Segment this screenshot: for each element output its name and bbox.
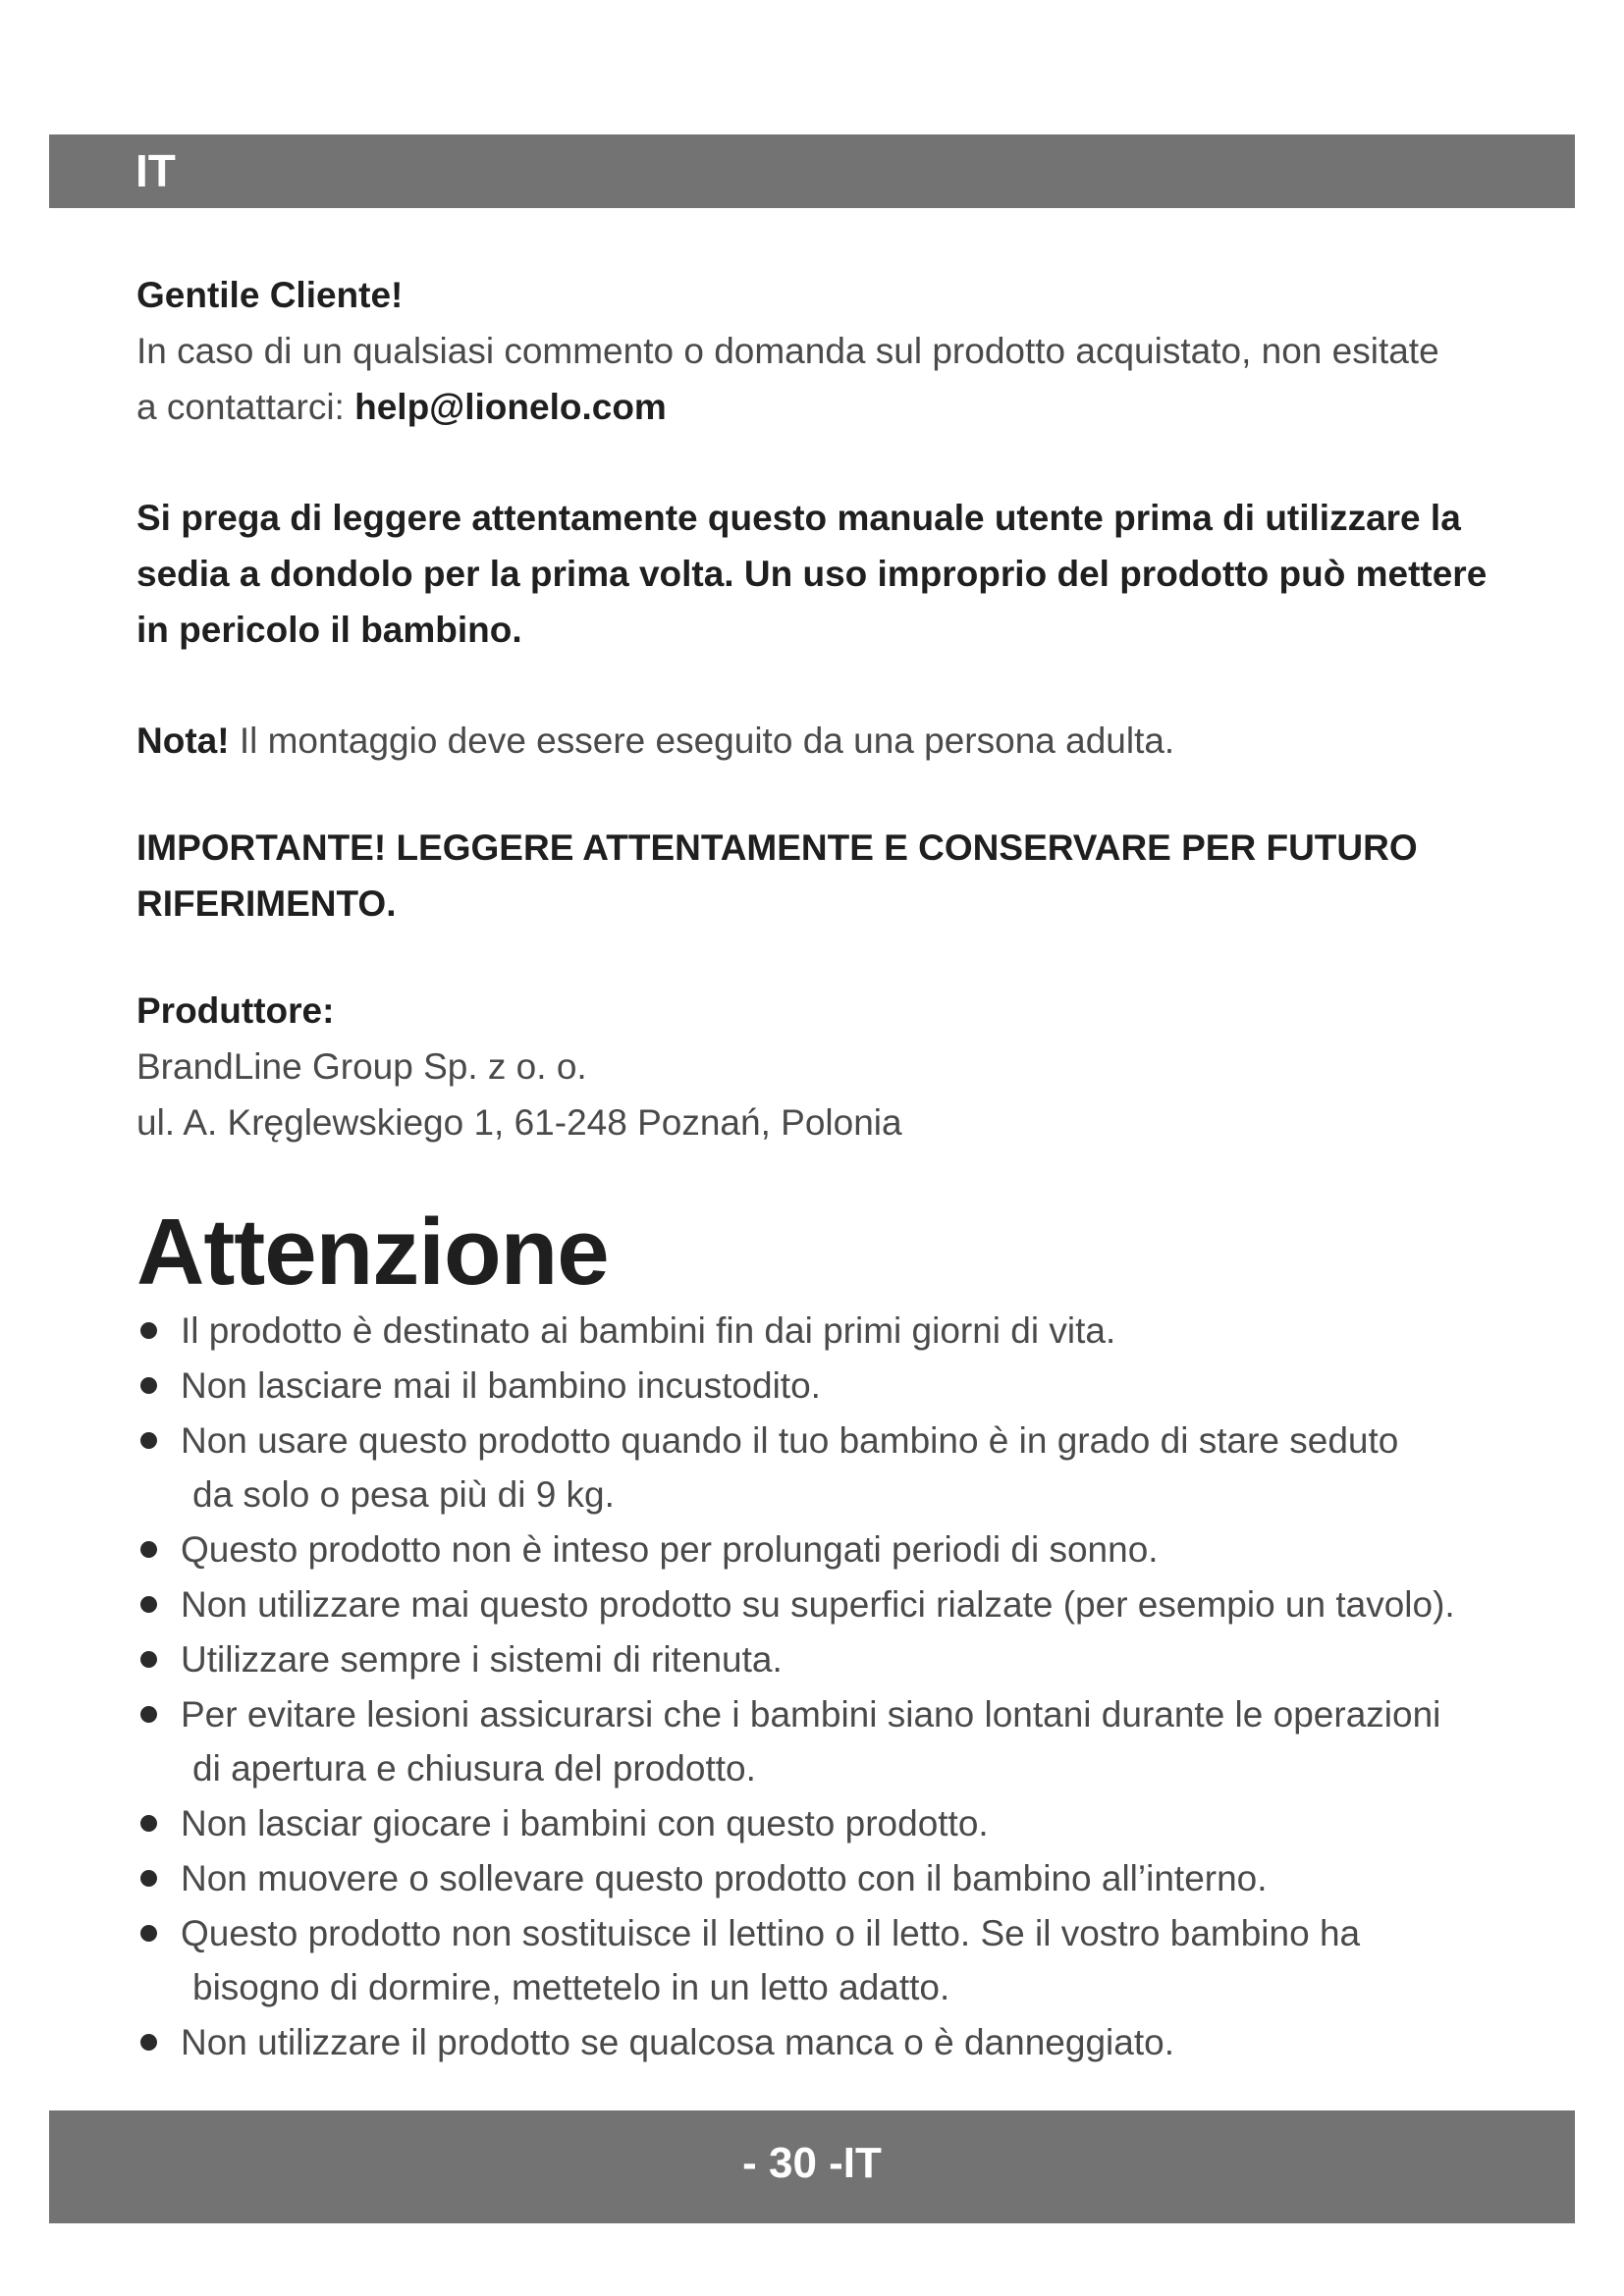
bullet-icon (140, 1377, 157, 1394)
language-code: IT (135, 145, 176, 196)
bullet-icon (140, 1870, 157, 1887)
warning-text: Non lasciar giocare i bambini con questo prodotto. (181, 1803, 989, 1843)
warning-text: Questo prodotto non sostituisce il lettino o il letto. Se il vostro bambino ha (181, 1913, 1361, 1953)
warning-text: Non utilizzare mai questo prodotto su superfici rialzate (per esempio un tavolo). (181, 1584, 1455, 1625)
read-manual-line-2: sedia a dondolo per la prima volta. Un uso improprio del prodotto può mettere (136, 554, 1488, 594)
manufacturer-address: ul. A. Kręglewskiego 1, 61-248 Poznań, Polonia (136, 1102, 902, 1143)
warning-item (136, 1796, 1570, 1850)
warning-text: Il prodotto è destinato ai bambini fin dai primi giorni di vita. (181, 1310, 1116, 1351)
read-manual-line-3: in pericolo il bambino. (136, 610, 522, 650)
bullet-icon (140, 1925, 157, 1942)
note-label: Nota! (136, 721, 230, 761)
warning-text: Non lasciare mai il bambino incustodito. (181, 1365, 821, 1406)
contact-prefix: a contattarci: (136, 387, 355, 427)
attention-heading: Attenzione (136, 1200, 609, 1305)
warning-item (136, 2015, 1570, 2069)
bullet-icon (140, 2034, 157, 2051)
bullet-icon (140, 1651, 157, 1668)
header-bar (49, 134, 1575, 208)
warning-text: Utilizzare sempre i sistemi di ritenuta. (181, 1639, 783, 1680)
page-content (136, 267, 1570, 2070)
bullet-icon (140, 1596, 157, 1613)
warning-text: Per evitare lesioni assicurarsi che i bambini siano lontani durante le operazioni (181, 1694, 1441, 1735)
warning-item (136, 1851, 1570, 1905)
warning-text-continued: da solo o pesa più di 9 kg. (192, 1474, 615, 1515)
footer-bar (49, 2110, 1575, 2223)
warning-text-continued: di apertura e chiusura del prodotto. (192, 1748, 756, 1789)
contact-line-2 (136, 379, 1570, 435)
read-manual-line-1: Si prega di leggere attentamente questo manuale utente prima di utilizzare la (136, 498, 1461, 538)
warning-item (136, 1522, 1570, 1576)
warning-text: Non muovere o sollevare questo prodotto con il bambino all’interno. (181, 1858, 1268, 1898)
warning-item (136, 1632, 1570, 1686)
manufacturer-name: BrandLine Group Sp. z o. o. (136, 1046, 587, 1087)
warning-item (136, 1906, 1570, 2014)
support-email-link[interactable]: help@lionelo.com (354, 387, 667, 427)
important-line-2: RIFERIMENTO. (136, 883, 397, 924)
warning-text-continued: bisogno di dormire, mettetelo in un letto adatto. (192, 1967, 950, 2007)
manufacturer-label: Produttore: (136, 990, 335, 1031)
warning-item (136, 1577, 1570, 1631)
greeting: Gentile Cliente! (136, 275, 404, 315)
bullet-icon (140, 1541, 157, 1558)
warning-item (136, 1304, 1570, 1358)
warning-item (136, 1359, 1570, 1413)
warning-text: Questo prodotto non è inteso per prolungati periodi di sonno. (181, 1529, 1159, 1570)
note-text: Il montaggio deve essere eseguito da una persona adulta. (229, 721, 1175, 761)
contact-line-1: In caso di un qualsiasi commento o domanda sul prodotto acquistato, non esitate (136, 331, 1439, 371)
warnings-list (136, 1304, 1570, 2069)
warning-item (136, 1687, 1570, 1795)
warning-text: Non usare questo prodotto quando il tuo bambino è in grado di stare seduto (181, 1420, 1399, 1461)
warning-text: Non utilizzare il prodotto se qualcosa manca o è danneggiato. (181, 2022, 1174, 2062)
warning-item (136, 1414, 1570, 1522)
note-paragraph (136, 713, 1570, 769)
page-number: - 30 -IT (742, 2139, 882, 2187)
bullet-icon (140, 1706, 157, 1723)
bullet-icon (140, 1815, 157, 1832)
bullet-icon (140, 1322, 157, 1339)
important-line-1: IMPORTANTE! LEGGERE ATTENTAMENTE E CONSERVARE PER FUTURO (136, 828, 1418, 868)
bullet-icon (140, 1432, 157, 1449)
